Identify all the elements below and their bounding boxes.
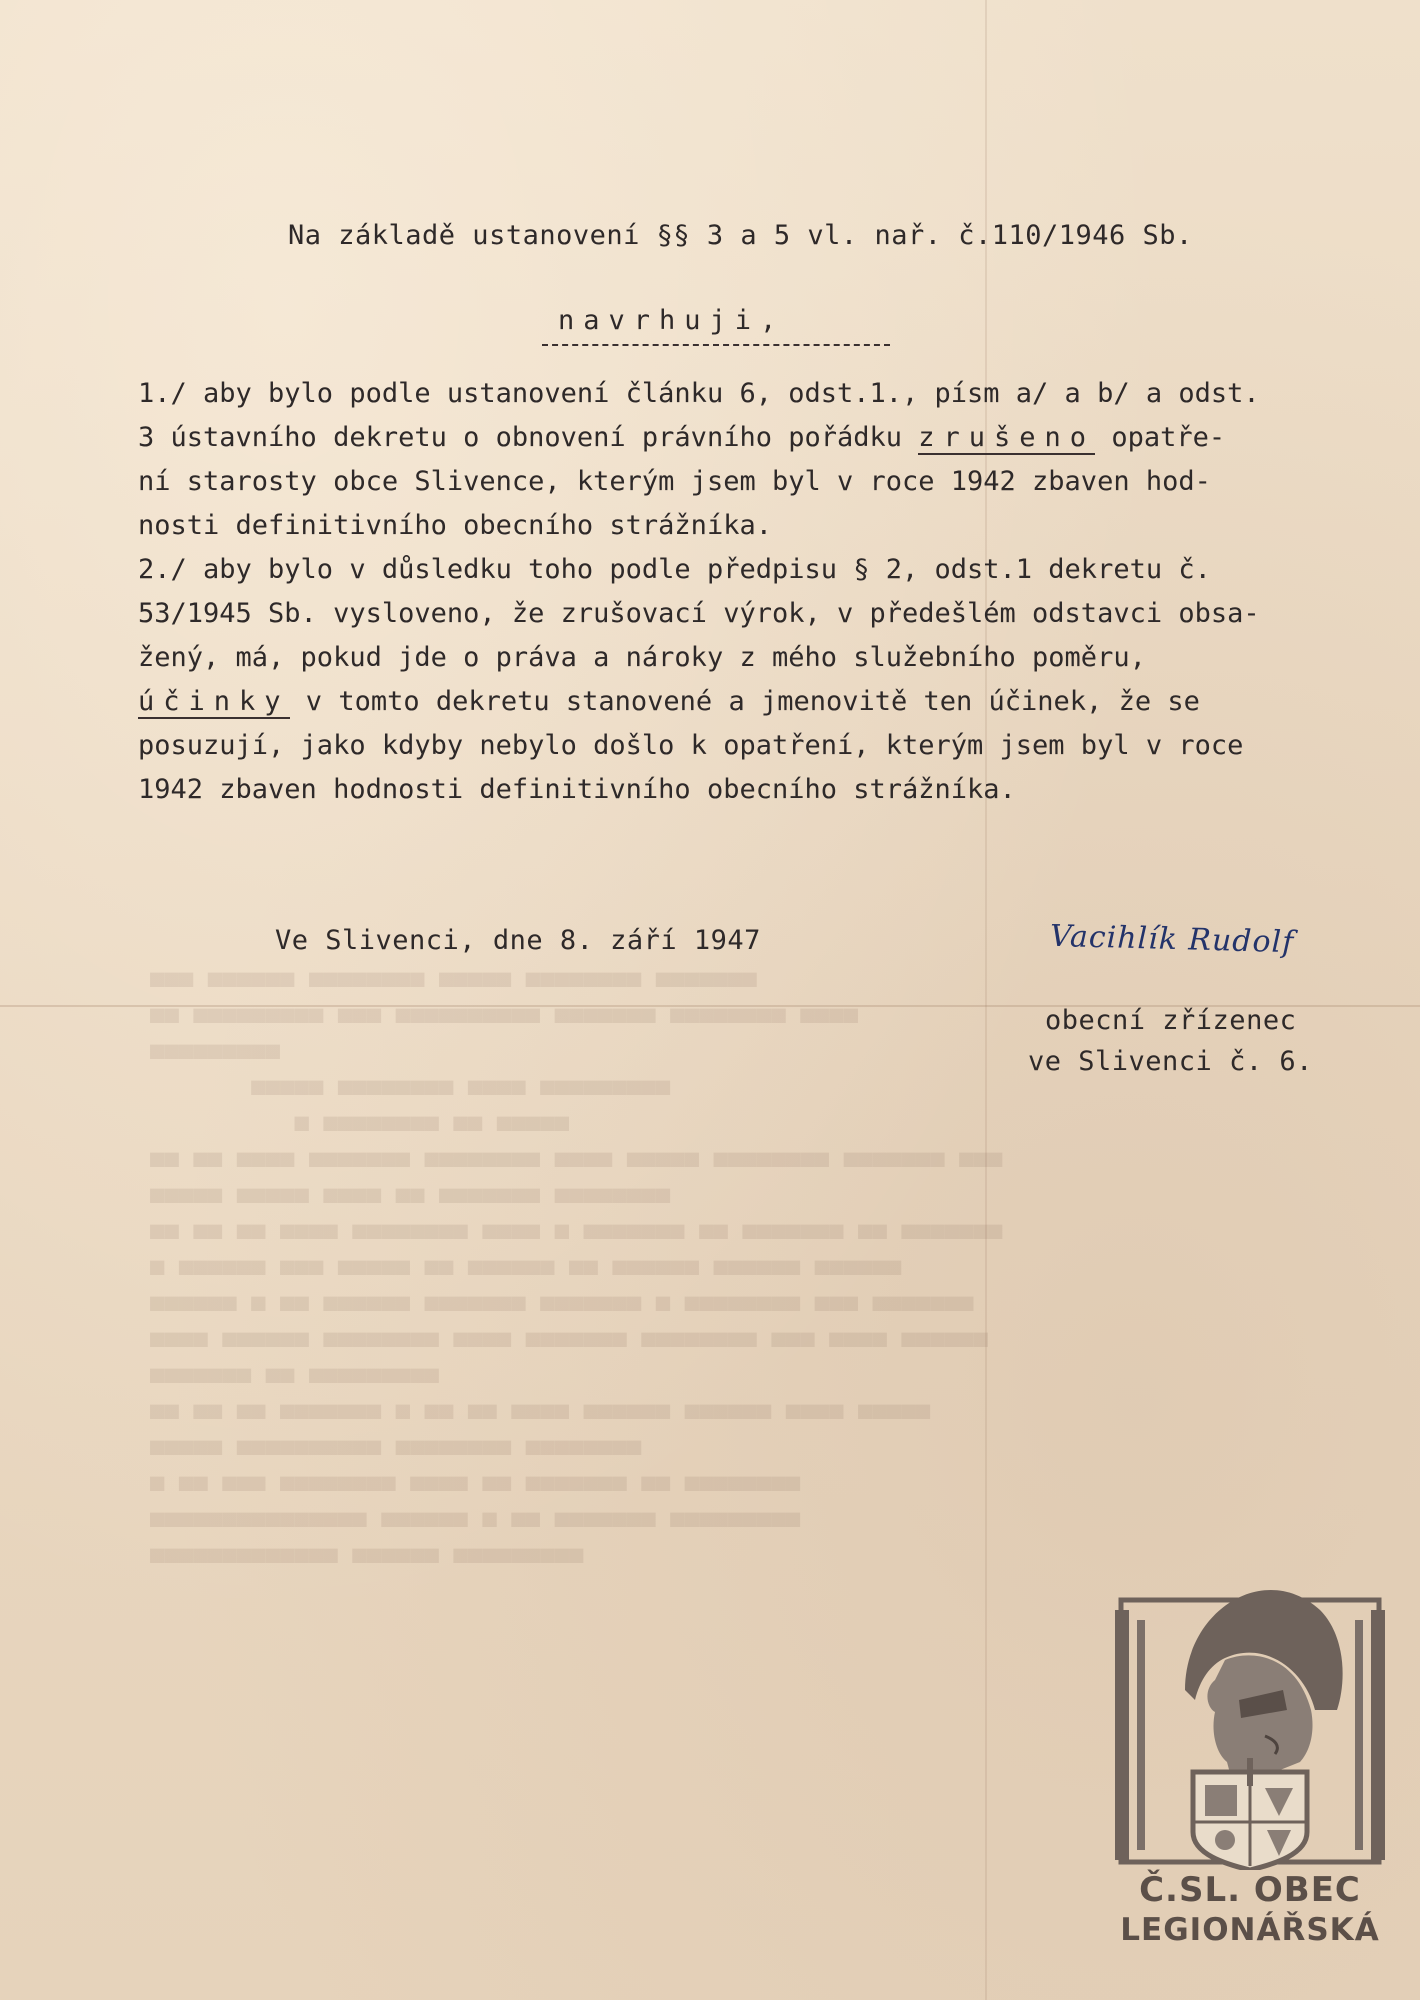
- paragraph-point-2: [138, 548, 1398, 812]
- point2-line5: posuzují, jako kdyby nebylo došlo k opatření, kterým jsem byl v roce: [138, 730, 1244, 761]
- point2-line6: 1942 zbaven hodnosti definitivního obecního strážníka.: [138, 774, 1016, 805]
- place-and-date: Ve Slivenci, dne 8. září 1947: [275, 925, 761, 956]
- legionnaire-emblem-icon: [1115, 1540, 1385, 1870]
- signatory-role: obecní zřízenec: [1045, 1005, 1297, 1036]
- show-through-text: ■■■ ■■■■■■ ■■■■■■■■ ■■■■■ ■■■■■■■■ ■■■■■■■ ■■ ■■■■■■■■■ ■■■ ■■■■■■■■■■ ■■■■■■■ ■■■■■■■■ ■■■■ ■■■■■■■■■ ■■■■■ ■■■■■■■■ ■■■■ ■■■■■■■■■ ■ ■■■■■■■■ ■■ ■■■■■ ■■ ■■ ■■■■ ■■■■■■■ ■■■■■■■■ ■■■■ ■■■■■ ■■■■■■■■ ■■■■■■■ ■■■ ■■■■■ ■■■■■ ■■■■ ■■ ■■■■■■■ ■■■■■■■■ ■■ ■■ ■■ ■■■■ ■■■■■■■■ ■■■■ ■ ■■■■■■■ ■■ ■■■■■■■ ■■ ■■■■■■■ ■ ■■■■■■ ■■■ ■■■■■ ■■ ■■■■■■ ■■ ■■■■■■ ■■■■■■ ■■■■■■ ■■■■■■ ■ ■■ ■■■■■■ ■■■■■■■ ■■■■■■■ ■ ■■■■■■■■ ■■■ ■■■■■■■ ■■■■ ■■■■■■ ■■■■■■■■ ■■■■ ■■■■■■■ ■■■■■■■■ ■■■ ■■■■ ■■■■■■ ■■■■■■■ ■■ ■■■■■■■■■ ■■ ■■ ■■ ■■■■■■■ ■ ■■ ■■ ■■■■ ■■■■■■ ■■■■■■ ■■■■ ■■■■■ ■■■■■ ■■■■■■■■■■ ■■■■■■■■ ■■■■■■■■ ■ ■■ ■■■ ■■■■■■■■ ■■■■ ■■ ■■■■■■■ ■■ ■■■■■■■■ ■■■■■■■■■■■■■■■ ■■■■■■ ■ ■■ ■■■■■■■ ■■■■■■■■■ ■■■■■■■■■■■■■ ■■■■■■ ■■■■■■■■■: [150, 964, 1003, 1568]
- point2-line2: 53/1945 Sb. vysloveno, že zrušovací výrok, v předešlém odstavci obsa-: [138, 598, 1260, 629]
- emphasis-ucinky: účinky: [138, 686, 290, 717]
- point1-line2-end: opatře-: [1095, 422, 1226, 453]
- handwritten-signature: Vacihlík Rudolf: [1049, 918, 1295, 961]
- legion-logo: [1115, 1540, 1385, 1952]
- point2-line3: žený, má, pokud jde o práva a nároky z mého služebního poměru,: [138, 642, 1146, 673]
- logo-text-line-2: LEGIONÁŘSKÁ: [1120, 1912, 1380, 1948]
- point2-line4: [138, 680, 1398, 724]
- point2-line1: 2./ aby bylo v důsledku toho podle předpisu § 2, odst.1 dekretu č.: [138, 554, 1211, 585]
- point1-line4: nosti definitivního obecního strážníka.: [138, 510, 772, 541]
- point1-line2-start: 3 ústavního dekretu o obnovení právního pořádku: [138, 422, 919, 453]
- emphasis-zruseno: zrušeno: [918, 422, 1096, 453]
- point1-line2: [138, 416, 1398, 460]
- title-underline: [542, 344, 890, 346]
- document-heading: Na základě ustanovení §§ 3 a 5 vl. nař. č.110/1946 Sb.: [288, 220, 1193, 251]
- point1-line1: 1./ aby bylo podle ustanovení článku 6, odst.1., písm a/ a b/ a odst.: [138, 378, 1260, 409]
- logo-text-line-1: Č.SL. OBEC: [1139, 1870, 1361, 1910]
- point1-line3: ní starosty obce Slivence, kterým jsem byl v roce 1942 zbaven hod-: [138, 466, 1211, 497]
- signatory-address: ve Slivenci č. 6.: [1028, 1046, 1313, 1077]
- document-title: navrhuji,: [558, 305, 786, 336]
- paragraph-point-1: [138, 372, 1398, 548]
- point2-line4-end: v tomto dekretu stanovené a jmenovitě ten účinek, že se: [289, 686, 1200, 717]
